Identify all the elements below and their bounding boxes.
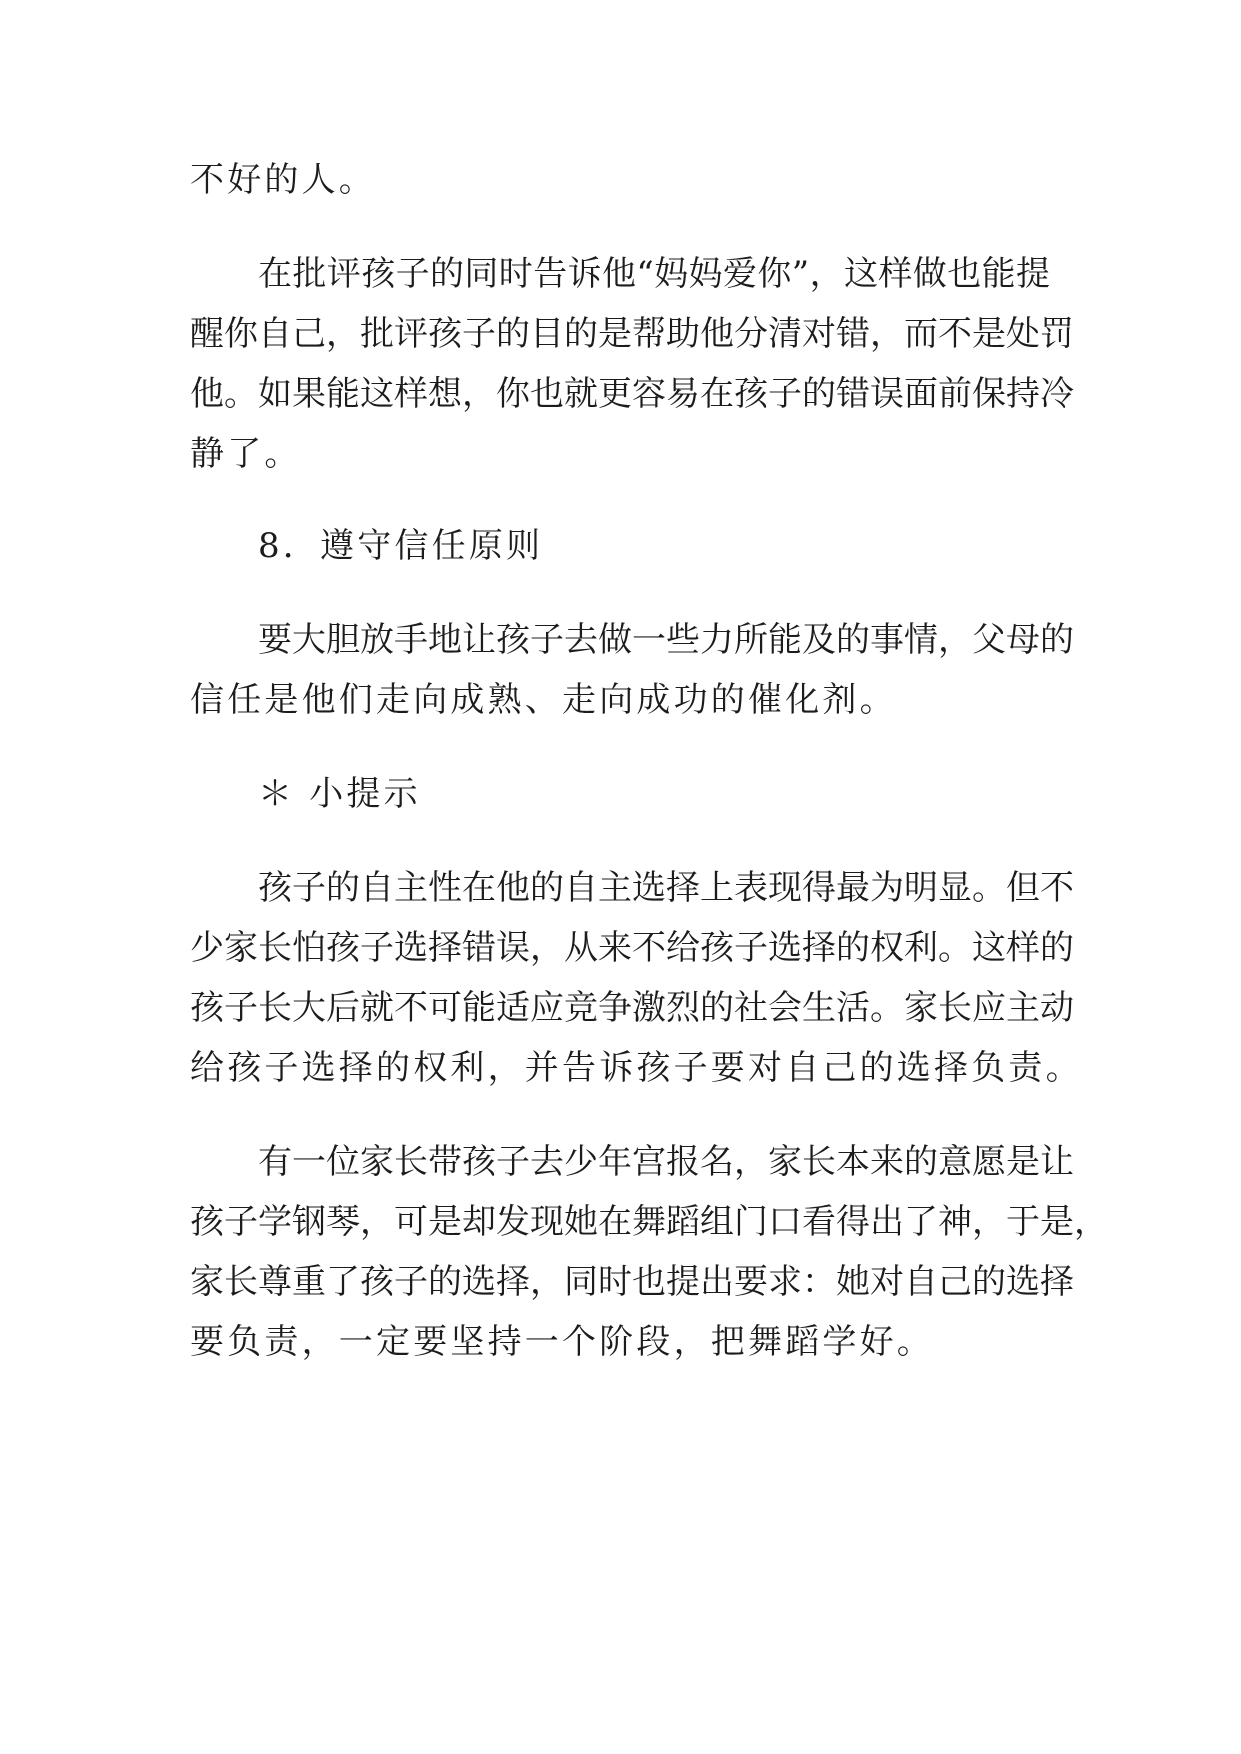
- text-line: 少家长怕孩子选择错误，从来不给孩子选择的权利。这样的: [190, 928, 1074, 968]
- text-line: 孩子长大后就不可能适应竞争激烈的社会生活。家长应主动: [190, 988, 1074, 1028]
- section-heading: 8．遵守信任原则: [258, 526, 544, 566]
- text-line: 要大胆放手地让孩子去做一些力所能及的事情，父母的: [258, 620, 1074, 660]
- text-line: 孩子学钢琴，可是却发现她在舞蹈组门口看得出了神，于是，: [190, 1202, 1108, 1242]
- text-line: 他。如果能这样想，你也就更容易在孩子的错误面前保持冷: [190, 374, 1074, 414]
- text-line: 要负责，一定要坚持一个阶段，把舞蹈学好。: [190, 1322, 934, 1362]
- text-line: 信任是他们走向成熟、走向成功的催化剂。: [190, 680, 897, 720]
- text-line: 不好的人。: [190, 160, 376, 200]
- text-line: 有一位家长带孩子去少年宫报名，家长本来的意愿是让: [258, 1142, 1074, 1182]
- text-line: 孩子的自主性在他的自主选择上表现得最为明显。但不: [258, 868, 1074, 908]
- text-line: 静了。: [190, 434, 302, 474]
- text-line: 醒你自己，批评孩子的目的是帮助他分清对错，而不是处罚: [190, 314, 1074, 354]
- text-line: 在批评孩子的同时告诉他“妈妈爱你”，这样做也能提: [258, 254, 1050, 294]
- text-line: 家长尊重了孩子的选择，同时也提出要求：她对自己的选择: [190, 1262, 1074, 1302]
- tip-heading: ＊ 小提示: [258, 774, 421, 814]
- text-line: 给孩子选择的权利，并告诉孩子要对自己的选择负责。: [190, 1048, 1083, 1088]
